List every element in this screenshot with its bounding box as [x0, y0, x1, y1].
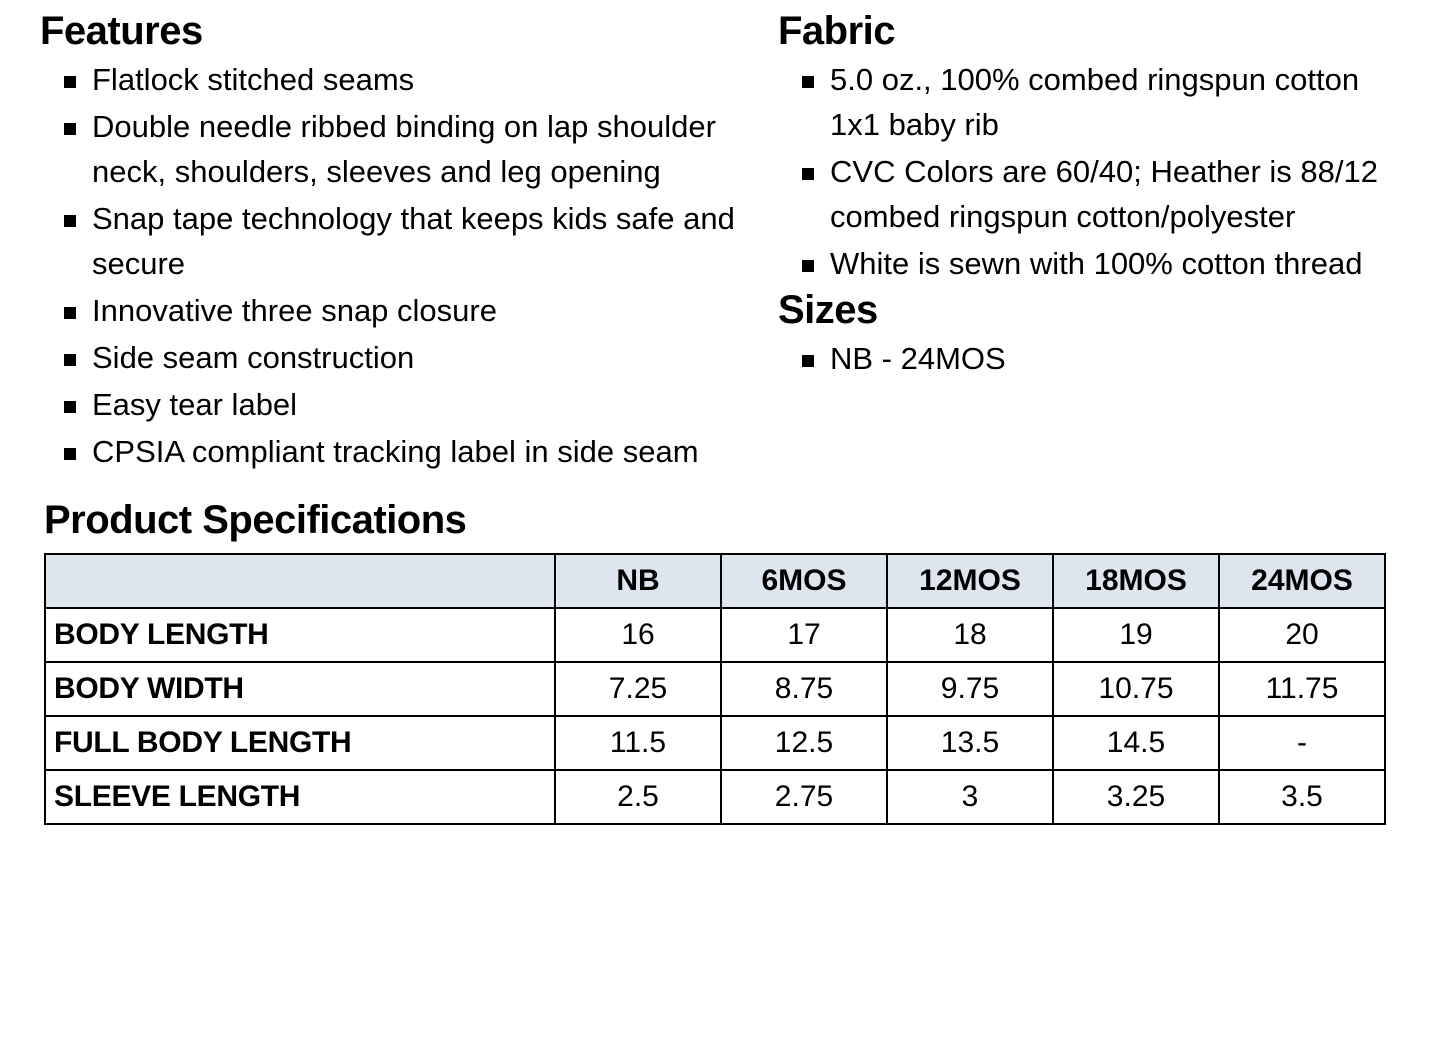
list-item: [40, 197, 770, 287]
fabric-heading: Fabric: [778, 9, 896, 53]
features-heading: Features: [40, 9, 203, 53]
bullet-square-icon: [64, 448, 76, 460]
table-cell: 19: [1053, 608, 1219, 662]
list-item: [40, 430, 770, 475]
list-item: [778, 337, 1389, 382]
sizes-heading: Sizes: [778, 287, 878, 332]
list-item-text: Easy tear label: [92, 386, 298, 422]
bullet-square-icon: [64, 307, 76, 319]
list-item-text: Snap tape technology that keeps kids safe and secure: [92, 200, 735, 281]
bullet-square-icon: [802, 260, 814, 272]
bullet-square-icon: [64, 76, 76, 88]
sizes-list: [778, 337, 1389, 382]
table-cell: 9.75: [887, 662, 1053, 716]
list-item-text: Double needle ribbed binding on lap shoulder neck, shoulders, sleeves and leg opening: [92, 108, 716, 189]
product-specifications-table: [44, 553, 1386, 825]
table-cell: -: [1219, 716, 1385, 770]
column-header: NB: [555, 554, 721, 608]
list-item-text: Innovative three snap closure: [92, 292, 497, 328]
table-cell: 14.5: [1053, 716, 1219, 770]
list-item-text: CPSIA compliant tracking label in side seam: [92, 433, 699, 469]
column-header: 6MOS: [721, 554, 887, 608]
bullet-square-icon: [802, 355, 814, 367]
table-row: [45, 770, 1385, 824]
list-item-text: NB - 24MOS: [830, 340, 1006, 376]
list-item: [778, 58, 1389, 148]
list-item: [40, 289, 770, 334]
bullet-square-icon: [64, 354, 76, 366]
table-cell: 11.75: [1219, 662, 1385, 716]
table-cell: 11.5: [555, 716, 721, 770]
row-label: BODY WIDTH: [45, 662, 555, 716]
column-header: 18MOS: [1053, 554, 1219, 608]
list-item: [40, 105, 770, 195]
bullet-square-icon: [802, 168, 814, 180]
column-header: 12MOS: [887, 554, 1053, 608]
table-cell: 2.5: [555, 770, 721, 824]
bullet-square-icon: [64, 215, 76, 227]
top-columns: [40, 10, 1389, 476]
bullet-square-icon: [64, 123, 76, 135]
table-cell: 18: [887, 608, 1053, 662]
table-cell: 20: [1219, 608, 1385, 662]
features-list: [40, 58, 770, 474]
list-item: [778, 242, 1389, 287]
table-row: [45, 662, 1385, 716]
table-cell: 7.25: [555, 662, 721, 716]
row-label: SLEEVE LENGTH: [45, 770, 555, 824]
table-cell: 12.5: [721, 716, 887, 770]
table-cell: 2.75: [721, 770, 887, 824]
list-item-text: Flatlock stitched seams: [92, 62, 415, 97]
column-header: 24MOS: [1219, 554, 1385, 608]
row-label: BODY LENGTH: [45, 608, 555, 662]
table-cell: 8.75: [721, 662, 887, 716]
list-item: [40, 336, 770, 381]
bullet-square-icon: [802, 76, 814, 88]
features-column: [40, 10, 770, 476]
table-row: [45, 716, 1385, 770]
table-cell: 3: [887, 770, 1053, 824]
table-cell: 16: [555, 608, 721, 662]
table-cell: 10.75: [1053, 662, 1219, 716]
fabric-list: [778, 58, 1389, 287]
product-specifications-heading: Product Specifications: [44, 498, 467, 543]
list-item: [40, 58, 770, 103]
fabric-sizes-column: [770, 10, 1389, 384]
bullet-square-icon: [64, 401, 76, 413]
table-cell: 3.25: [1053, 770, 1219, 824]
list-item-text: Side seam construction: [92, 339, 415, 375]
list-item: [40, 383, 770, 428]
table-corner-cell: [45, 554, 555, 608]
row-label: FULL BODY LENGTH: [45, 716, 555, 770]
list-item-text: 5.0 oz., 100% combed ringspun cotton 1x1 baby rib: [830, 62, 1360, 142]
table-header-row: [45, 554, 1385, 608]
list-item-text: White is sewn with 100% cotton thread: [830, 245, 1363, 281]
list-item: [778, 150, 1389, 240]
table-cell: 17: [721, 608, 887, 662]
table-cell: 13.5: [887, 716, 1053, 770]
list-item-text: CVC Colors are 60/40; Heather is 88/12 combed ringspun cotton/polyester: [830, 153, 1378, 234]
table-row: [45, 608, 1385, 662]
table-cell: 3.5: [1219, 770, 1385, 824]
